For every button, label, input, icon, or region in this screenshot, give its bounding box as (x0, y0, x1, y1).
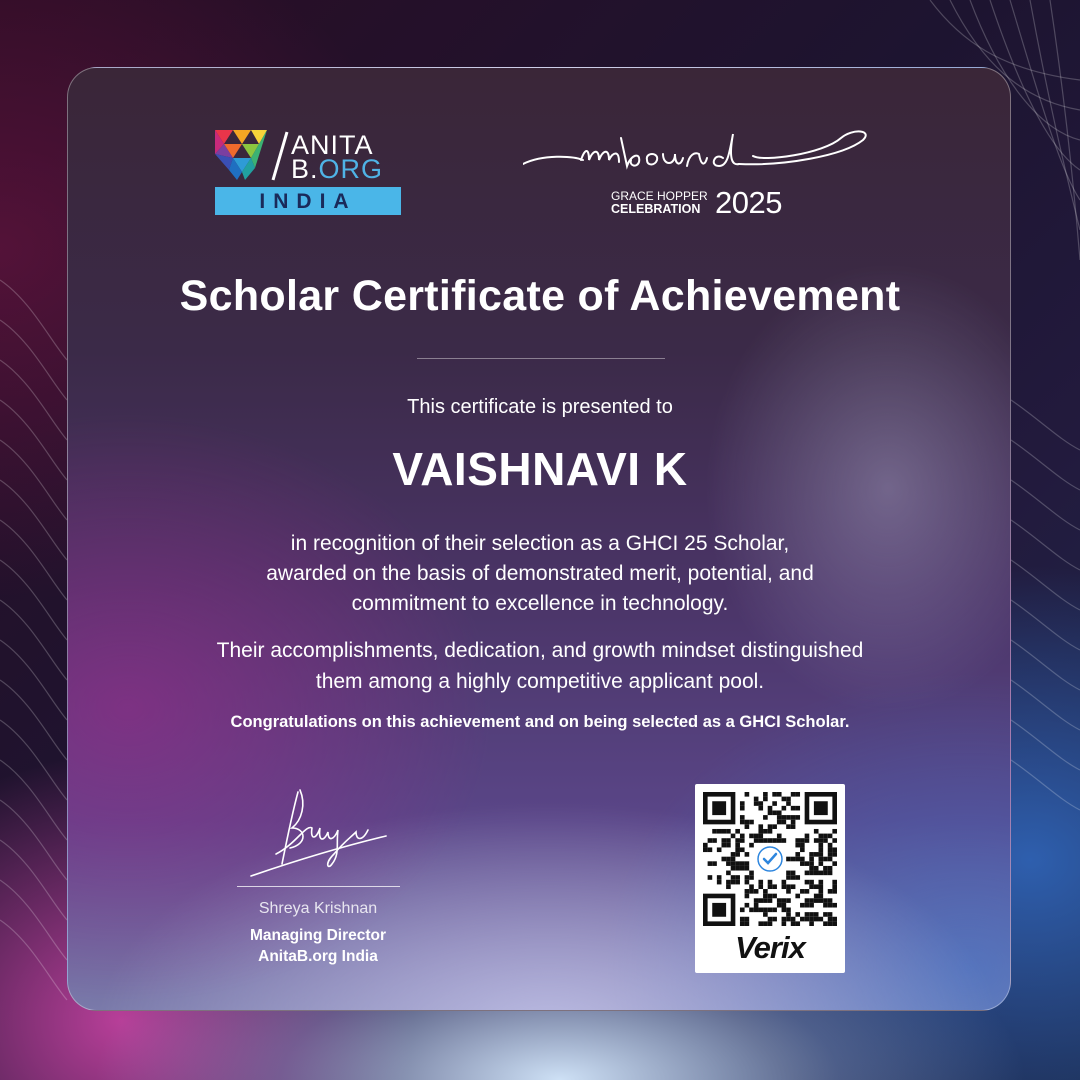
verix-logo: Verix (735, 930, 805, 965)
handwritten-signature (246, 784, 396, 884)
recognition-line: awarded on the basis of demonstrated merit, potential, and (266, 562, 814, 585)
certificate-title: Scholar Certificate of Achievement (179, 272, 901, 320)
title-divider (417, 358, 665, 359)
check-badge-icon (757, 846, 783, 872)
signatory-organization: AnitaB.org India (258, 948, 378, 965)
recognition-line: commitment to excellence in technology. (351, 592, 729, 615)
certificate-card (67, 67, 1011, 1011)
unbound-ghc-logo (523, 126, 883, 226)
accomplishment-paragraph (68, 635, 1011, 697)
anitab-prism-icon (215, 130, 267, 180)
congratulations-text: Congratulations on this achievement and on being selected as a GHCI Scholar. (230, 713, 850, 731)
signatory-title: Managing Director (249, 927, 387, 944)
recognition-paragraph (68, 529, 1011, 619)
signatory-name: Shreya Krishnan (258, 900, 378, 917)
ghc-line2: CELEBRATION (611, 202, 701, 216)
ghc-year: 2025 (715, 185, 782, 220)
recognition-line: in recognition of their selection as a GHCI 25 Scholar, (290, 532, 790, 555)
accomplishment-line: Their accomplishments, dedication, and growth mindset distinguished (216, 639, 864, 662)
verification-qr-box[interactable] (695, 784, 845, 973)
anita-wordmark-line1: ANITA (291, 130, 374, 160)
signatory-title-block (218, 925, 418, 967)
presented-to-text: This certificate is presented to (407, 396, 673, 418)
signature-line (237, 886, 400, 887)
anita-wordmark-line2 (291, 154, 383, 185)
ghc-text (611, 190, 708, 216)
accomplishment-line: them among a highly competitive applicant pool. (315, 670, 765, 693)
ghc-line1: GRACE HOPPER (611, 189, 708, 203)
anita-b-text: B. (291, 154, 319, 184)
anita-org-text: ORG (318, 154, 384, 184)
logo-slash (269, 130, 291, 182)
anitab-org-india-logo (215, 130, 401, 216)
recipient-name: VAISHNAVI K (392, 443, 688, 495)
unbound-script-logo (523, 126, 883, 186)
india-bar: INDIA (215, 187, 401, 215)
